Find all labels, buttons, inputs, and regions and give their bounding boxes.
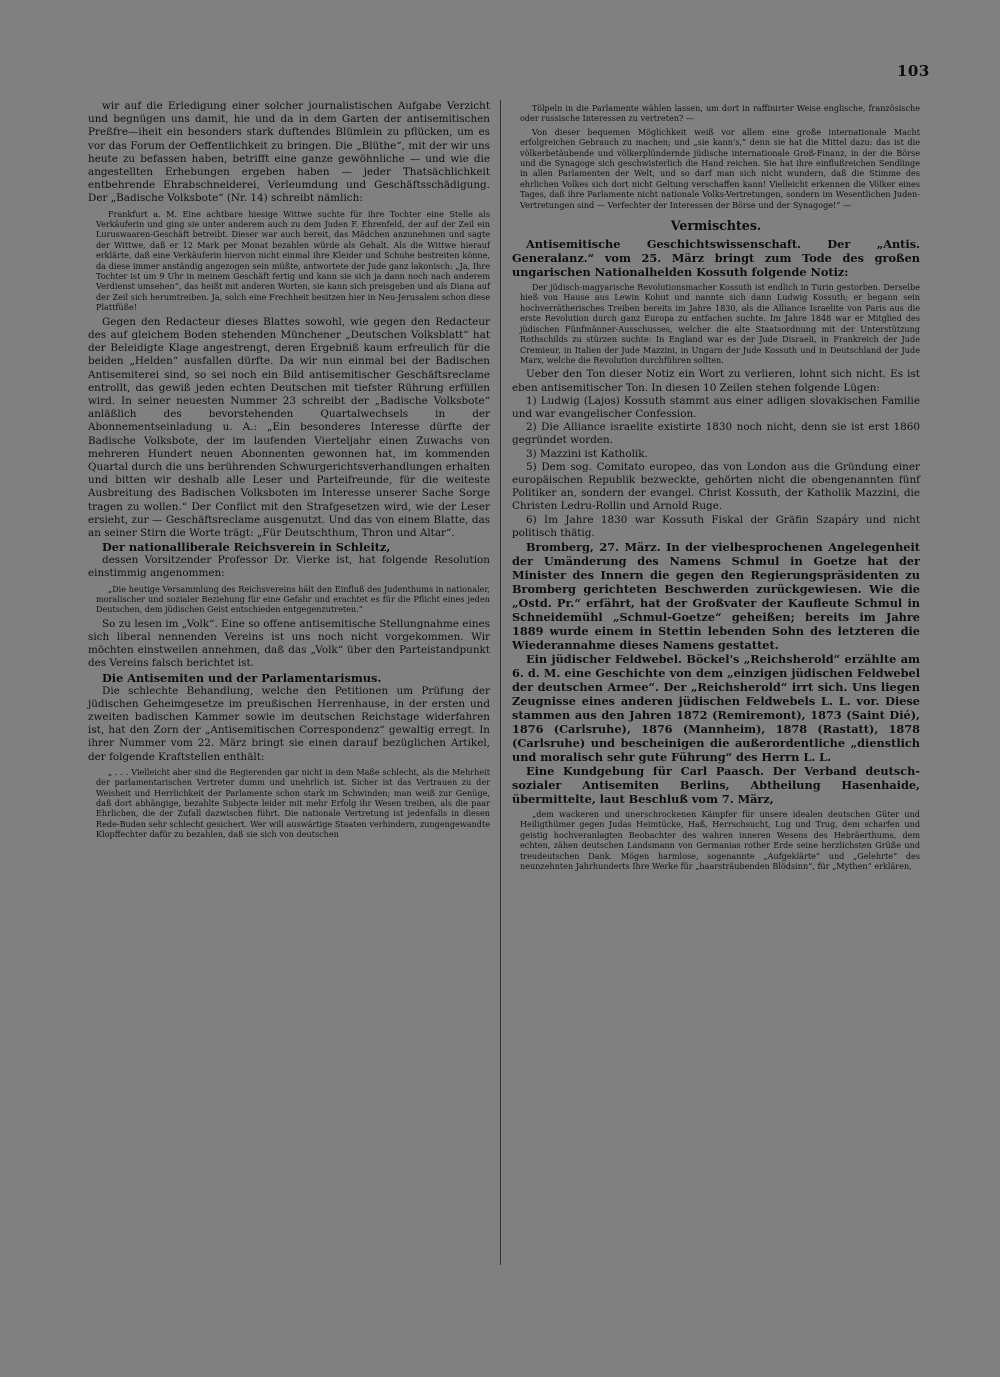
column-divider xyxy=(500,100,501,1265)
body-paragraph: wir auf die Erledigung einer solcher journalistischen Aufgabe Verzicht und begnügen uns damit, hie und da in dem Garten der antisemitischen Preßfre—iheit ein besonders stark duftendes Blümlein zu pflücken, um es vor das Forum der Oeffentlichkeit zu bringen. Die „Blüthe“, mit der wir uns heute zu befassen haben, betrifft eine ganze gewöhnliche — und wie die angestellten Erhebungen ergeben haben — jeder Thatsächlichkeit entbehrende Ehrabschneiderei, Verleumdung und Geschäftsschädigung. Der „Badische Volksbote“ (Nr. 14) schreibt nämlich: xyxy=(88,100,490,205)
article-heading-paragraph: Die Antisemiten und der Parlamentarismus. xyxy=(102,670,382,685)
quoted-paragraph: „ . . . Vielleicht aber sind die Regierenden gar nicht in dem Maße schlecht, als die Mehrheit der parlamentarischen Vertreter dumm und unehrlich ist. Sicher ist das Vertrauen zu der Weisheit und Herrlichkeit der Parlamente schon stark im Schwinden; man weiß zur Genüge, daß dort abhängige, bezahlte Subjecte leider mit mehr Erfolg ihr Wesen treiben, als die paar Ehrlichen, die der Zufall dazwischen führt. Die nationale Vertretung ist jedenfalls in diesen Rede-Buden sehr schlecht gesichert. Wer will auswärtige Staaten verhindern, zungengewandte Klopffechter dafür zu bezahlen, daß sie sich von deutschen xyxy=(96,766,490,840)
body-paragraph: Die schlechte Behandlung, welche den Petitionen um Prüfung der jüdischen Geheimgesetze im preußischen Herrenhause, in der ersten und zweiten badischen Kammer sowie im deutschen Reichstage widerfahren ist, hat den Zorn der „Antisemitischen Correspondenz“ gewaltig erregt. In ihrer Nummer vom 22. März bringt sie einen darauf bezüglichen Artikel, der folgende Kraftstellen enthält: xyxy=(88,684,490,763)
quoted-paragraph: Tölpeln in die Parlamente wählen lassen, um dort in raffinirter Weise englische, französische oder russische Interessen zu vertreten? — xyxy=(520,103,920,124)
list-item: 2) Die Alliance israelite existirte 1830 noch nicht, denn sie ist erst 1860 gegründet worden. xyxy=(512,421,920,447)
article-heading-paragraph: Ein jüdischer Feldwebel. Böckel's „Reichsherold“ erzählte am 6. d. M. eine Geschichte von dem „einzigen jüdischen Feldwebel der deutschen Armee“. Der „Reichsherold“ irrt sich. Uns liegen Zeugnisse eines anderen jüdischen Feldwebels L. L. vor. Diese stammen aus den Jahren 1872 (Remiremont), 1873 (Saint Dié), 1876 (Carlsruhe), 1876 (Mannheim), 1878 (Rastatt), 1878 (Carlsruhe) und bescheinigen die außerordentliche „dienstlich und moralisch sehr gute Führung“ des Herrn L. L. xyxy=(512,651,920,764)
article-heading-paragraph: Der nationalliberale Reichsverein in Schleitz, xyxy=(102,540,391,555)
quoted-paragraph: „dem wackeren und unerschrockenen Kämpfer für unsere idealen deutschen Güter und Heiligthümer gegen Judas Heimtücke, Haß, Herrschsucht, Lug und Trug, dem scharfen und geistig hochveranlagten Beobachter des wahren inneren Wesens des Hebräerthums, dem echten, zähen deutschen Landsmann von Germanias rother Erde seine herzlichsten Grüße und treudeutschen Dank. Mögen harmlose, sogenannte „Aufgeklärte“ und „Gelehrte“ des neunzehnten Jahrhunderts Ihre Werke für „haarsträubenden Blödsinn“, für „Mythen“ erklären, xyxy=(520,808,920,871)
article-heading-paragraph: Bromberg, 27. März. In der vielbesprochenen Angelegenheit der Umänderung des Namens Schmul in Goetze hat der Minister des Innern die gegen den Regierungspräsidenten zu Bromberg gerichteten Beschwerden zurückgewiesen. Wie die „Ostd. Pr.“ erfährt, hat der Großvater der Kaufleute Schmul in Schneidemühl „Schmul-Goetze“ geheißen; bereits im Jahre 1889 wurde einem in Stettin lebenden Sohn des letzteren die Wiederannahme dieses Namens gestattet. xyxy=(512,539,920,652)
left-column xyxy=(88,100,490,843)
page-number: 103 xyxy=(897,62,930,80)
body-paragraph: dessen Vorsitzender Professor Dr. Vierke ist, hat folgende Resolution einstimmig angenommen: xyxy=(88,554,490,580)
list-item: 3) Mazzini ist Katholik. xyxy=(526,447,648,460)
list-item: 1) Ludwig (Lajos) Kossuth stammt aus einer adligen slovakischen Familie und war evangelischer Confession. xyxy=(512,394,920,420)
article-heading-paragraph: Eine Kundgebung für Carl Paasch. Der Verband deutsch-sozialer Antisemiten Berlins, Abtheilung Hasenhaide, übermittelte, laut Beschluß vom 7. März, xyxy=(512,763,920,806)
quoted-paragraph: „Die heutige Versammlung des Reichsvereins hält den Einfluß des Judenthums in nationaler, moralischer und sozialer Beziehung für eine Gefahr und erachtet es für die Pflicht eines jeden Deutschen, dem jüdischen Geist entschieden entgegenzutreten.“ xyxy=(96,583,490,615)
section-heading: Vermischtes. xyxy=(670,218,762,234)
quoted-paragraph: Frankfurt a. M. Eine achtbare hiesige Wittwe suchte für ihre Tochter eine Stelle als Verkäuferin und ging sie unter anderem auch zu dem Juden F. Ehrenfeld, der auf der Zeil ein Luruswaaren-Geschäft betreibt. Dieser war auch bereit, das Mädchen anzunehmen und sagte der Wittwe, daß er 12 Mark per Monat bezahlen würde als Gehalt. Als die Wittwe hierauf erklärte, daß eine Verkäuferin hiervon nicht einmal ihre Kleider und Schuhe bestreiten könne, da diese immer anständig angezogen sein müßte, antwortete der Jude ganz lakonisch: „Ja, Ihre Tochter ist um 9 Uhr in meinem Geschäft fertig und kann sie sich ja dann noch nach anderem Verdienst umsehen“, das heißt mit anderen Worten, sie kann sich preisgeben und als Diana auf der Zeil sich herumtreiben. Ja, solch eine Frechheit besitzen hier in Neu-Jerusalem schon diese Plattfüße! xyxy=(96,208,490,313)
body-paragraph: Gegen den Redacteur dieses Blattes sowohl, wie gegen den Redacteur des auf gleichem Boden stehenden Münchener „Deutschen Volksblatt“ hat der Beleidigte Klage angestrengt, deren Ergebniß kaum erfreulich für die beiden „Helden“ ausfallen dürfte. Da wir nun einmal bei der Badischen Antisemiterei sind, so sei noch ein Bild antisemitischer Geschäftsreclame entrollt, das gewiß jeden echten Deutschen mit tiefster Rührung erfüllen wird. In seiner neuesten Nummer 23 schreibt der „Badische Volksbote“ anläßlich des bevorstehenden Quartalwechsels in der Abonnementseinladung u. A.: „Ein besonderes Interesse dürfte der Badische Volksbote, der im laufenden Vierteljahr einen Zuwachs von mehreren Hundert neuen Abonnenten gewonnen hat, im kommenden Quartal durch die uns berührenden Schwurgerichtsverhandlungen erhalten und bitten wir deshalb alle Leser und Parteifreunde, für die weiteste Ausbreitung des Badischen Volksboten im Interesse unserer Sache Sorge tragen zu wollen.“ Der Conflict mit den Strafgesetzen wird, wie der Leser ersieht, zur — Geschäftsreclame ausgenutzt. Und das von einem Blatte, das an seiner Stirn die Worte trägt: „Für Deutschthum, Thron und Altar“. xyxy=(88,315,490,539)
quoted-paragraph: Der jüdisch-magyarische Revolutionsmacher Kossuth ist endlich in Turin gestorben. Derselbe hieß von Hause aus Lewin Kohut und nannte sich dann Ludwig Kossuth; er begann sein hochverrätherisches Treiben bereits im Jahre 1830, als die Alliance Israelite von Paris aus die erste Revolution durch ganz Europa zu entfachen suchte. Im Jahre 1848 war er Mitglied des jüdischen Fünfmänner-Ausschusses, welcher die alte Staatsordnung mit der Unterstützung Rothschilds zu stürzen suchte: In England war es der Jude Disraeli, in Frankreich der Jude Cremieur, in Italien der Jude Mazzini, in Ungarn der Jude Kossuth und in Deutschland der Jude Marx, welche die Revolution durchführen sollten. xyxy=(520,282,920,365)
body-paragraph: Ueber den Ton dieser Notiz ein Wort zu verlieren, lohnt sich nicht. Es ist eben antisemitischer Ton. In diesen 10 Zeilen stehen folgende Lügen: xyxy=(512,368,920,394)
list-item: 6) Im Jahre 1830 war Kossuth Fiskal der Gräfin Szapáry und nicht politisch thätig. xyxy=(512,513,920,539)
article-heading-paragraph: Antisemitische Geschichtswissenschaft. Der „Antis. Generalanz.“ vom 25. März bringt zum Tode des großen ungarischen Nationalhelden Kossuth folgende Notiz: xyxy=(512,237,920,280)
body-paragraph: So zu lesen im „Volk“. Eine so offene antisemitische Stellungnahme eines sich liberal nennenden Vereins ist uns noch nicht vorgekommen. Wir möchten einstweilen annehmen, daß das „Volk“ über den Parteistandpunkt des Vereins falsch berichtet ist. xyxy=(88,617,490,670)
list-item: 5) Dem sog. Comitato europeo, das von London aus die Gründung einer europäischen Republik bezweckte, gehörten nicht die obengenannten fünf Politiker an, sondern der evangel. Christ Kossuth, der Katholik Mazzini, die Christen Ledru-Rollin und Arnold Ruge. xyxy=(512,460,920,513)
quoted-paragraph: Von dieser bequemen Möglichkeit weiß vor allem eine große internationale Macht erfolgreichen Gebrauch zu machen; und „sie kann's,“ denn sie hat die Mittel dazu: das ist die völkerbetäubende und völkerplündernde jüdische internationale Groß-Finanz, in der die Börse und die Synagoge sich geschwisterlich die Hand reichen. Sie hat ihre einflußreichen Sendlinge in allen Parlamenten der Welt, und so darf man sich nicht wundern, daß die Stimme des ehrlichen Volkes sich dort nicht Geltung verschaffen kann! Vielleicht erkennen die Völker eines Tages, daß ihre Parlamente nicht nationale Volks-Vertretungen, sondern im Wesentlichen Juden-Vertretungen sind — Verfechter der Interessen der Börse und der Synagoge!“ — xyxy=(520,126,920,210)
right-column xyxy=(512,100,920,874)
